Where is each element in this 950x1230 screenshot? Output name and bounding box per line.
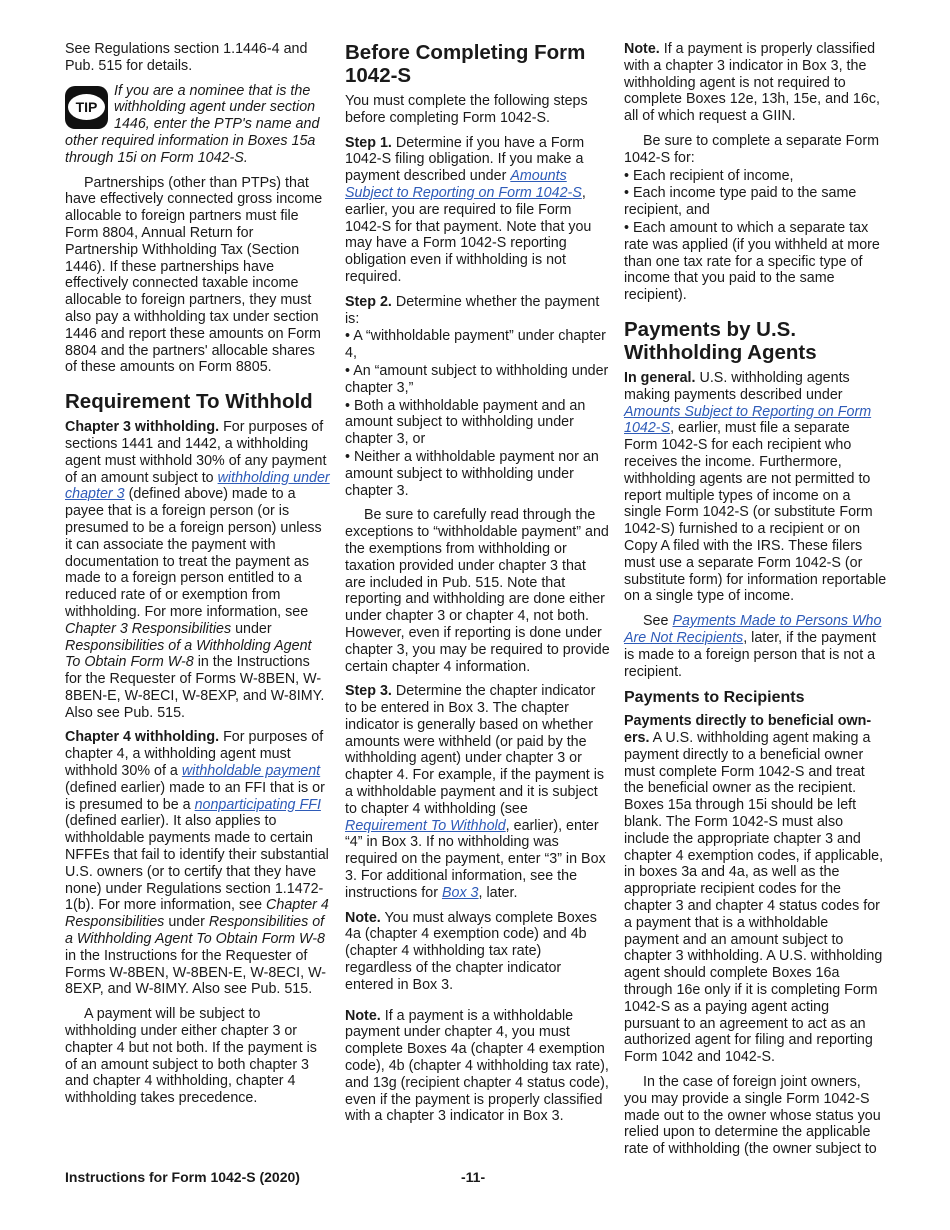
list-item-text: Both a withholdable payment and an amount subject to withholding under chapter 3, or [345,397,586,448]
list-item: • Each amount to which a separate tax rate was applied (if you withheld at more than one tax rate for a specific type of income that you paid to the same recipient). [624,219,880,304]
italic-ref: Chapter 4 Responsibilities [65,897,329,931]
paragraph-step-2 [345,294,610,328]
column-2 [345,41,610,1133]
paragraph-see-payments [624,613,887,680]
list-item: • An “amount subject to withholding under chapter 3,” [345,362,609,396]
tip-icon [65,86,108,129]
run-in-heading: Step 2. [345,293,392,310]
text: See [643,613,669,630]
text: , earlier, you are required to file Form 1042-S for that payment. Note that you may have a Form 1042-S reporting obligation even if withholding is not required. [345,184,592,285]
tip-box [65,83,330,167]
text: , later, if the payment is made to a foreign person that is not a recipient. [624,629,876,680]
heading-payments-by-us-withholding-agents: Payments by U.S. Withholding Agents [624,317,817,364]
run-in-heading: Note. [345,909,381,926]
list-item: • Each income type paid to the same recipient, and [624,185,857,219]
list-item-text: Each income type paid to the same recipient, and [624,185,857,219]
paragraph-step-3 [345,683,610,901]
list-item: • A “withholdable payment” under chapter 4, [345,328,606,362]
paragraph-precedence: A payment will be subject to withholding under either chapter 3 or chapter 4 but not both. If the payment is of an amount subject to both chapter 3 and chapter 4 withholding, chapter 4 withholding takes precedence. [65,1006,317,1107]
text: (defined earlier) made to an FFI that is or is presumed to be a [65,779,325,813]
paragraph-in-general [624,370,887,605]
text: , earlier), enter “4” in Box 3. If no withholding was required on the payment, enter “3” in Box 3. For additional information, see the instructions for [345,817,606,901]
text: If a payment is a withholdable payment under chapter 4, you must complete Boxes 4a (chapter 4 exemption code), 4b (chapter 4 withholding tax rate), and 13g (recipient chapter 4 status code), even if the payment is properly classified with a chapter 3 indicator in Box 3. [345,1007,609,1125]
link-amounts-subject-to-reporting[interactable]: Amounts Subject to Reporting on Form 1042-S [345,168,582,201]
column-1 [65,41,330,1115]
list-item-text: An “amount subject to withholding under chapter 3,” [345,362,609,396]
list-item: • Neither a withholdable payment nor an amount subject to withholding under chapter 3. [345,448,599,499]
paragraph-chapter-3-withholding [65,419,330,721]
paragraph-separate-form: Be sure to complete a separate Form 1042-S for: [624,132,880,166]
paragraph-beneficial-owners [624,713,887,1066]
text: For purposes of sections 1441 and 1442, a withholding agent must withhold 30% of any payment of an amount subject to [65,419,327,486]
tip-text: If you are a nominee that is the withholding agent under section 1446, enter the PTP's name and other required information in Boxes 15a through 15i on Form 1042-S. [65,82,320,166]
heading-requirement-to-withhold: Requirement To Withhold [65,390,313,414]
paragraph-intro: You must complete the following steps before completing Form 1042-S. [345,93,588,126]
column-3 [624,41,887,1166]
text: under [235,620,272,637]
list-item-text: Neither a withholdable payment nor an amount subject to withholding under chapter 3. [345,448,599,499]
italic-ref: Responsibilities of a Withholding Agent To Obtain Form W-8 [65,637,312,671]
text: , later. [478,884,518,901]
run-in-heading: Chapter 3 withholding. [65,419,220,436]
run-in-heading: Step 3. [345,683,392,700]
italic-ref: Chapter 3 Responsibilities [65,620,232,637]
run-in-heading: Step 1. [345,134,392,151]
list-item: • Each recipient of income, [624,167,794,184]
text: in the Instructions for the Requester of Forms W-8BEN, W-8BEN-E, W-8ECI, W-8EXP, and W-8IMY. Also see Pub. 515. [65,947,327,998]
link-box-3[interactable]: Box 3 [441,884,479,901]
list-item: • Both a withholdable payment and an amount subject to withholding under chapter 3, or [345,397,586,448]
run-in-heading: Note. [345,1007,381,1024]
link-nonparticipating-ffi[interactable]: nonparticipating FFI [194,796,321,813]
run-in-heading: Chapter 4 withholding. [65,729,220,746]
tip-icon-label: TIP [68,94,105,120]
paragraph-partnerships: Partnerships (other than PTPs) that have effectively connected gross income allocable to foreign partners must file Form 8804, Annual Return for Partnership Withholding Tax (Section 1446). If these partnerships have effectively connected taxable income allocable to foreign partners, they must also pay a withholding tax under section 1446 and report these amounts on Form 8804 and the partners' allocable shares of these amounts on Form 8805. [65,174,323,376]
paragraph-chapter-4-withholding [65,729,330,998]
link-amounts-subject-to-reporting[interactable]: Amounts Subject to Reporting on Form 1042-S [624,403,872,437]
text: Determine if you have a Form 1042-S filing obligation. If you make a payment described under [345,134,585,185]
link-payments-made-to-persons[interactable]: Payments Made to Persons Who Are Not Recipients [624,613,882,646]
page-footer [65,1169,887,1189]
text: For purposes of chapter 4, a withholding agent must withhold 30% of a [65,729,324,780]
paragraph-joint-owners: In the case of foreign joint owners, you may provide a single Form 1042-S made out to the owner whose status you relied upon to determine the applicable rate of withholding (the owner subject to [624,1074,881,1158]
text: in the Instructions for the Requester of Forms W-8BEN, W-8BEN-E, W-8ECI, W-8EXP, and W-8IMY. Also see Pub. 515. [65,654,325,721]
text: You must always complete Boxes 4a (chapter 4 exemption code) and 4b (chapter 4 withholding tax rate) regardless of the chapter indicator entered in Box 3. [345,909,597,993]
paragraph-note-1 [345,910,610,994]
italic-ref: Responsibilities of a Withholding Agent To Obtain Form W-8 [65,914,325,948]
text: under [168,914,205,931]
list-item-text: Each recipient of income, [632,167,794,184]
run-in-heading: In general. [624,369,696,386]
text: Determine whether the payment is: [345,293,600,327]
paragraph-step-1 [345,135,610,286]
text: , earlier, must file a separate Form 1042-S for each recipient who receives the income. Furthermore, withholding agents are not permitted to report multiple types of income on a single Form 1042-S (or substitute Form 1042-S) furnished to a recipient or on Copy A filed with the IRS. These filers must use a separate Form 1042-S (or substitute form) for information reportable on a single type of income. [624,420,887,605]
list-item-text: Each amount to which a separate tax rate was applied (if you withheld at more than one tax rate for a specific type of income that you paid to the same recipient). [624,219,880,304]
link-withholdable-payment[interactable]: withholdable payment [181,763,321,780]
run-in-heading: Note. [624,41,660,57]
paragraph-note-giin [624,41,887,125]
text: (defined earlier). It also applies to withholdable payments made to certain NFFEs that fail to identify their substantial U.S. owners (or to certify that they have none) under Regulations section 1.1472-1(b). For more information, see [65,813,329,914]
heading-payments-to-recipients: Payments to Recipients [624,689,805,707]
run-in-heading: Payments directly to beneficial own-ers. [624,713,872,747]
link-requirement-to-withhold[interactable]: Requirement To Withhold [345,817,506,834]
text: (defined above) made to a payee that is a foreign person (or is presumed to be a foreign person) unless it can associate the payment with documentation to treat the payment as made to a foreign person entitled to a reduced rate of or exemption from withholding. For more information, see [65,486,322,620]
text: Determine the chapter indicator to be entered in Box 3. The chapter indicator is generally based on whether amounts were withheld (or paid by the withholding agent) under chapter 3 or chapter 4. For example, if the payment is a withholdable payment and it is subject to chapter 4 withholding (see [345,683,605,817]
paragraph-be-sure: Be sure to carefully read through the exceptions to “withholdable payment” and the exemptions from withholding or taxation provided under chapter 3 that are included in Pub. 515. Note that reporting and withholding are done either under chapter 3 or chapter 4, not both. However, even if reporting is done under chapter 3, you may be required to provide certain chapter 4 information. [345,507,610,675]
text: If a payment is properly classified with a chapter 3 indicator in Box 3, the withholding agent is not required to complete Boxes 12e, 13h, 15e, and 16c, all of which request a GIIN. [624,41,880,125]
text: A U.S. withholding agent making a payment directly to a beneficial owner must complete Form 1042-S and treat the beneficial owner as the recipient. Boxes 15a through 15i should be left blank. The Form 1042-S must also include the appropriate chapter 3 and chapter 4 exemption codes, if applicable, in boxes 3a and 4a, as well as the appropriate recipient codes for the chapter 3 and chapter 4 status codes for a payment that is a withholdable payment and an amount subject to chapter 3 withholding. A U.S. withholding agent should complete Boxes 16a through 16e only if it is completing Form 1042-S as a paying agent acting pursuant to an agreement to act as an authorized agent for filing and reporting Form 1042 and 1042-S. [624,730,884,1066]
footer-title: Instructions for Form 1042-S (2020) [65,1169,300,1185]
paragraph-note-2 [345,1008,610,1126]
text: U.S. withholding agents making payments described under [624,369,850,403]
list-item-text: A “withholdable payment” under chapter 4, [345,328,606,362]
heading-before-completing: Before Completing Form 1042-S [345,41,586,87]
paragraph-regulations: See Regulations section 1.1446-4 and Pub. 515 for details. [65,41,308,74]
page-number: -11- [461,1169,486,1185]
link-withholding-under-chapter-3[interactable]: withholding under chapter 3 [65,469,330,503]
